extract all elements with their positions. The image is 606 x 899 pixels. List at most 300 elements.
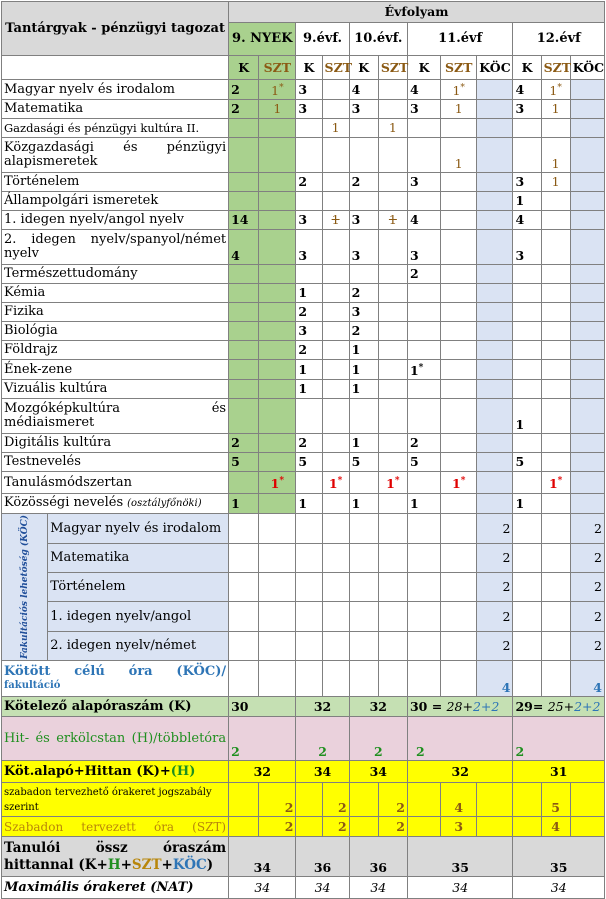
cell: 1 [322, 211, 349, 230]
cell [259, 303, 296, 322]
cell [322, 399, 349, 434]
cell [229, 399, 259, 434]
cell [259, 661, 296, 697]
cell: 3 [296, 211, 322, 230]
cell [477, 434, 513, 453]
cell [441, 173, 477, 192]
kot-11: 30 = 28+2+2 [407, 697, 513, 717]
szt-10: 2 [378, 817, 407, 837]
cell: 1 [259, 100, 296, 119]
cell [259, 265, 296, 284]
max-9: 34 [296, 877, 349, 899]
cell [378, 284, 407, 303]
subject-name: Kémia [2, 284, 229, 303]
ossz-row [2, 837, 605, 877]
cell: 4 [407, 80, 440, 100]
cell: 5 [229, 453, 259, 472]
cell [407, 573, 440, 602]
cell: 5 [513, 453, 541, 472]
ossz-11: 35 [407, 837, 513, 877]
cell [229, 661, 259, 697]
cell [259, 380, 296, 399]
cell [541, 434, 570, 453]
cell: 3 [296, 100, 322, 119]
col-koc: KÖC [477, 56, 513, 80]
subject-row [2, 265, 605, 284]
cell: 2 [349, 322, 378, 341]
cell [541, 119, 570, 138]
szt-row [2, 817, 605, 837]
cell: 4 [477, 661, 513, 697]
cell [477, 284, 513, 303]
cell [477, 119, 513, 138]
hit-11: 2 [407, 717, 513, 761]
subject-row [2, 494, 605, 514]
col-k: K [296, 56, 322, 80]
cell: 4 [513, 80, 541, 100]
cell: 2 [570, 514, 604, 543]
cell [322, 138, 349, 173]
cell [229, 284, 259, 303]
cell [378, 453, 407, 472]
subject-name: Ének-zene [2, 360, 229, 380]
cell [570, 322, 604, 341]
cell [349, 399, 378, 434]
max-9nyek: 34 [229, 877, 296, 899]
szabad-row [2, 783, 605, 817]
cell [229, 322, 259, 341]
cell [570, 138, 604, 173]
cell [378, 265, 407, 284]
cell: 1 [322, 119, 349, 138]
cell: 2 [477, 514, 513, 543]
cell [513, 514, 541, 543]
cell [541, 192, 570, 211]
cell [296, 265, 322, 284]
cell [349, 573, 378, 602]
cell [570, 119, 604, 138]
grade-header: 11.évf [407, 23, 513, 56]
cell: 1 [229, 494, 259, 514]
cell: 4 [513, 211, 541, 230]
cell [296, 543, 322, 572]
col-szt: SZT [441, 56, 477, 80]
kothit-12: 31 [513, 761, 605, 783]
subject-row [2, 173, 605, 192]
subject-row [2, 434, 605, 453]
col-szt: SZT [259, 56, 296, 80]
cell [541, 360, 570, 380]
cell [259, 453, 296, 472]
cell [229, 514, 259, 543]
cell [378, 138, 407, 173]
cell: 1 [441, 100, 477, 119]
kothit-11: 32 [407, 761, 513, 783]
cell [441, 494, 477, 514]
cell: 2 [477, 631, 513, 660]
cell [322, 514, 349, 543]
cell [407, 602, 440, 631]
cell [322, 265, 349, 284]
hit-row [2, 717, 605, 761]
cell: 2 [570, 602, 604, 631]
fak-vertical-label: Fakultációs lehetőség (KÖC) [2, 514, 48, 661]
cell [349, 661, 378, 697]
cell: 2 [477, 602, 513, 631]
cell [229, 303, 259, 322]
cell [259, 284, 296, 303]
cell [407, 472, 440, 494]
cell [570, 284, 604, 303]
cell: 5 [349, 453, 378, 472]
cell [441, 341, 477, 360]
cell [407, 322, 440, 341]
cell [296, 138, 322, 173]
cell [229, 173, 259, 192]
max-11: 34 [407, 877, 513, 899]
cell: 1* [407, 360, 440, 380]
cell [441, 360, 477, 380]
subject-row [2, 453, 605, 472]
cell [296, 192, 322, 211]
subject-row [2, 192, 605, 211]
szt-12: 4 [541, 817, 570, 837]
fak-subject: Történelem [48, 573, 229, 602]
cell [441, 322, 477, 341]
cell [229, 119, 259, 138]
cell: 4 [570, 661, 604, 697]
subject-row [2, 138, 605, 173]
cell [378, 514, 407, 543]
cell [296, 602, 322, 631]
cell: 4 [349, 80, 378, 100]
cell [229, 573, 259, 602]
subject-row [2, 119, 605, 138]
cell [349, 192, 378, 211]
cell: 1 [349, 494, 378, 514]
cell: 1 [378, 211, 407, 230]
cell [570, 303, 604, 322]
cell [513, 265, 541, 284]
subject-row [2, 100, 605, 119]
ossz-10: 36 [349, 837, 407, 877]
cell [349, 543, 378, 572]
cell [378, 80, 407, 100]
max-row [2, 877, 605, 899]
cell: 2 [570, 573, 604, 602]
cell: 1 [296, 284, 322, 303]
cell [259, 543, 296, 572]
cell [259, 211, 296, 230]
fak-subject: 1. idegen nyelv/angol [48, 602, 229, 631]
cell [349, 138, 378, 173]
cell: 5 [296, 453, 322, 472]
szab-9: 2 [322, 783, 349, 817]
cell [570, 399, 604, 434]
cell [541, 303, 570, 322]
cell: 1 [349, 341, 378, 360]
subject-name: 1. idegen nyelv/angol nyelv [2, 211, 229, 230]
cell [259, 514, 296, 543]
cell [441, 192, 477, 211]
cell [322, 453, 349, 472]
hit-12: 2 [513, 717, 605, 761]
col-szt: SZT [378, 56, 407, 80]
cell [229, 360, 259, 380]
cell [229, 602, 259, 631]
col-szt: SZT [322, 56, 349, 80]
szab-12: 5 [541, 783, 570, 817]
cell: 2 [570, 631, 604, 660]
grade-header: 9. NYEK [229, 23, 296, 56]
cell: 3 [296, 322, 322, 341]
cell [513, 303, 541, 322]
cell [322, 230, 349, 265]
cell: 3 [513, 173, 541, 192]
cell: 3 [513, 230, 541, 265]
max-label: Maximális órakeret (NAT) [2, 877, 229, 899]
kothit-10: 34 [349, 761, 407, 783]
cell [541, 453, 570, 472]
cell [407, 303, 440, 322]
cell [229, 192, 259, 211]
cell [541, 494, 570, 514]
cell: 1* [322, 472, 349, 494]
subject-row [2, 211, 605, 230]
cell [322, 80, 349, 100]
cell: 4 [407, 211, 440, 230]
kothit-9nyek: 32 [229, 761, 296, 783]
subject-name: Matematika [2, 100, 229, 119]
subject-row [2, 341, 605, 360]
fak-row [2, 514, 605, 543]
cell: 1 [441, 138, 477, 173]
cell [407, 119, 440, 138]
fak-row [2, 602, 605, 631]
fak-subject: Matematika [48, 543, 229, 572]
cell [259, 230, 296, 265]
kot-9nyek: 30 [229, 697, 296, 717]
cell: 2 [570, 543, 604, 572]
cell [349, 119, 378, 138]
cell [322, 661, 349, 697]
cell: 1* [441, 472, 477, 494]
cell [259, 173, 296, 192]
cell: 1 [541, 173, 570, 192]
cell: 2 [229, 434, 259, 453]
subject-name: Testnevelés [2, 453, 229, 472]
cell [296, 573, 322, 602]
cell [378, 100, 407, 119]
cell: 4 [229, 230, 259, 265]
cell: 1 [296, 494, 322, 514]
cell [259, 399, 296, 434]
cell [477, 138, 513, 173]
cell: 1 [513, 399, 541, 434]
cell [513, 380, 541, 399]
cell: 1 [513, 192, 541, 211]
cell [513, 472, 541, 494]
cell [322, 573, 349, 602]
cell: 3 [407, 100, 440, 119]
cell [441, 543, 477, 572]
evfolyam-header: Évfolyam [229, 2, 605, 23]
cell [322, 173, 349, 192]
subject-name: 2. idegen nyelv/spanyol/német nyelv [2, 230, 229, 265]
cell [441, 661, 477, 697]
szt-9nyek: 2 [259, 817, 296, 837]
cell [296, 472, 322, 494]
cell [407, 631, 440, 660]
subject-row [2, 284, 605, 303]
cell [570, 434, 604, 453]
cell [441, 602, 477, 631]
kothit-9: 34 [296, 761, 349, 783]
fak-subject: 2. idegen nyelv/német [48, 631, 229, 660]
cell [322, 303, 349, 322]
cell [378, 661, 407, 697]
cell: 2 [349, 284, 378, 303]
cell [441, 514, 477, 543]
cell [259, 602, 296, 631]
cell [407, 380, 440, 399]
cell [259, 360, 296, 380]
fak-row [2, 573, 605, 602]
cell [513, 341, 541, 360]
subject-name: Földrajz [2, 341, 229, 360]
cell [513, 434, 541, 453]
cell [541, 543, 570, 572]
cell [541, 380, 570, 399]
cell [570, 380, 604, 399]
kothit-row [2, 761, 605, 783]
cell: 3 [296, 80, 322, 100]
fak-subject: Magyar nyelv és irodalom [48, 514, 229, 543]
cell: 1 [407, 494, 440, 514]
cell [378, 631, 407, 660]
cell [570, 230, 604, 265]
cell [378, 322, 407, 341]
cell [541, 631, 570, 660]
cell [477, 341, 513, 360]
cell [441, 573, 477, 602]
cell [441, 303, 477, 322]
kotelezo-label: Kötelező alapóraszám (K) [2, 697, 229, 717]
kot-10: 32 [349, 697, 407, 717]
cell: 2 [296, 303, 322, 322]
cell [407, 514, 440, 543]
cell [570, 472, 604, 494]
cell: 1* [259, 472, 296, 494]
cell [229, 265, 259, 284]
cell [296, 661, 322, 697]
cell: 3 [296, 230, 322, 265]
cell [322, 434, 349, 453]
cell: 2 [407, 265, 440, 284]
cell: 3 [349, 211, 378, 230]
cell: 5 [407, 453, 440, 472]
col-k: K [513, 56, 541, 80]
cell: 2 [477, 543, 513, 572]
cell [296, 514, 322, 543]
szab-10: 2 [378, 783, 407, 817]
cell [477, 472, 513, 494]
cell [570, 341, 604, 360]
subject-name: Biológia [2, 322, 229, 341]
cell [322, 494, 349, 514]
cell [378, 494, 407, 514]
cell: 3 [349, 100, 378, 119]
hit-9nyek: 2 [229, 717, 296, 761]
cell: 1* [441, 80, 477, 100]
cell: 1 [296, 380, 322, 399]
cell [513, 360, 541, 380]
cell: 1 [541, 138, 570, 173]
subject-name: Vizuális kultúra [2, 380, 229, 399]
cell [407, 138, 440, 173]
cell: 2 [407, 434, 440, 453]
subject-name: Történelem [2, 173, 229, 192]
cell [477, 453, 513, 472]
cell [441, 399, 477, 434]
cell [259, 322, 296, 341]
cell [541, 661, 570, 697]
cell [407, 543, 440, 572]
cell [477, 360, 513, 380]
cell [378, 341, 407, 360]
cell [378, 303, 407, 322]
cell [349, 631, 378, 660]
grade-header: 10.évf. [349, 23, 407, 56]
cell [441, 284, 477, 303]
subject-name: Magyar nyelv és irodalom [2, 80, 229, 100]
cell [378, 434, 407, 453]
cell: 1* [259, 80, 296, 100]
cell [477, 211, 513, 230]
subject-name: Gazdasági és pénzügyi kultúra II. [2, 119, 229, 138]
col-koc: KÖC [570, 56, 604, 80]
cell [541, 230, 570, 265]
cell: 14 [229, 211, 259, 230]
cell: 2 [229, 100, 259, 119]
cell: 1 [349, 380, 378, 399]
cell [513, 661, 541, 697]
subject-row [2, 399, 605, 434]
cell [407, 341, 440, 360]
cell [259, 341, 296, 360]
cell: 1 [378, 119, 407, 138]
cell [259, 192, 296, 211]
cell [322, 322, 349, 341]
cell [322, 602, 349, 631]
cell [259, 494, 296, 514]
cell [477, 192, 513, 211]
subject-name: Közösségi nevelés (osztályfőnöki) [2, 494, 229, 514]
cell [513, 631, 541, 660]
col-szt: SZT [541, 56, 570, 80]
kotott-row [2, 661, 605, 697]
cell [477, 399, 513, 434]
cell [441, 265, 477, 284]
cell [570, 211, 604, 230]
grade-header: 12.évf [513, 23, 605, 56]
cell [477, 80, 513, 100]
cell [541, 211, 570, 230]
cell [259, 434, 296, 453]
cell [570, 192, 604, 211]
subheader-row [2, 56, 605, 80]
szt-11: 3 [441, 817, 477, 837]
